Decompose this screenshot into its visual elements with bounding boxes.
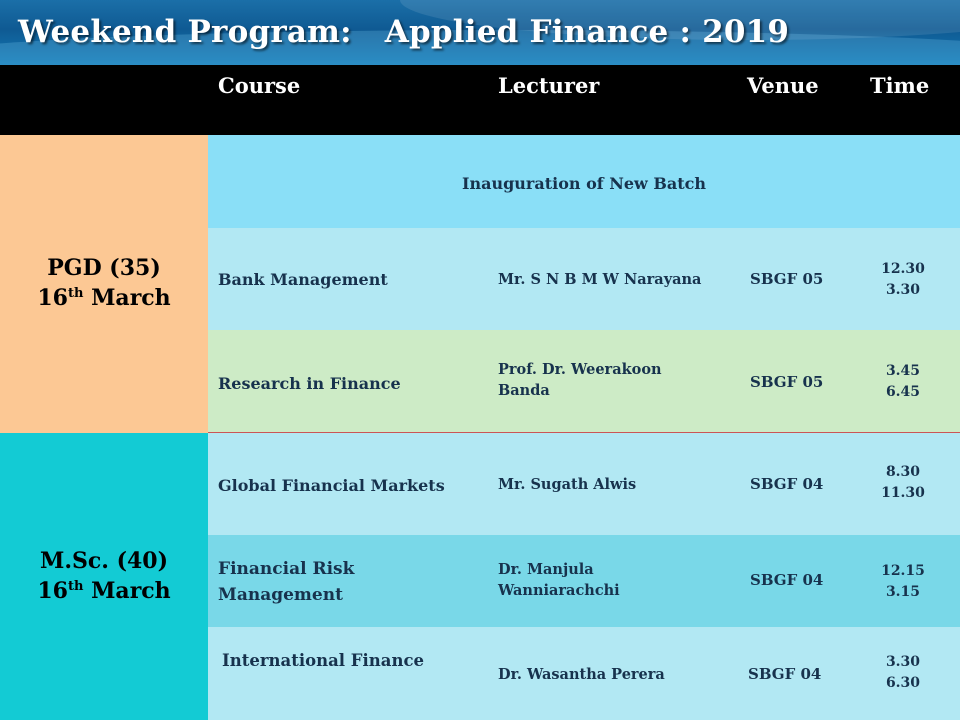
lecturer-name: Dr. Wasantha Perera [498,666,665,683]
header-venue: Venue [747,73,819,98]
time-start: 3.45 [885,363,921,379]
venue: SBGF 05 [750,373,824,391]
time-start: 12.15 [881,563,925,579]
group-pgd-cell [0,135,208,433]
group-msc-cell [0,433,208,720]
course-name: International Finance [222,651,425,670]
table-row [208,330,960,433]
time-end: 6.45 [885,384,921,400]
time [873,259,933,301]
table-row [208,433,960,535]
title-bar [0,0,960,65]
time-end: 3.15 [885,584,921,600]
inauguration-text: Inauguration of New Batch [461,174,706,193]
page-title: Weekend Program: Applied Finance : 2019 [18,14,790,50]
venue: SBGF 04 [750,571,824,589]
group-date: 16th March [37,577,171,604]
table-row [208,627,960,720]
time-end: 11.30 [881,485,925,501]
group-name: PGD (35) [47,255,161,282]
time-start: 12.30 [881,261,925,277]
table-row [208,228,960,330]
lecturer-name: Dr. Manjula Wanniarachchi [498,561,620,600]
table-row [208,135,960,228]
time-start: 8.30 [885,464,921,480]
lecturer-name: Mr. S N B M W Narayana [498,271,702,288]
header-time: Time [870,73,930,98]
header-lecturer: Lecturer [498,73,600,98]
venue: SBGF 04 [748,665,822,683]
time-end: 6.30 [885,675,921,691]
time [873,361,933,403]
table-row [208,535,960,627]
venue: SBGF 04 [750,475,824,493]
lecturer-name: Prof. Dr. Weerakoon Banda [498,361,662,400]
time [873,462,933,504]
course-name: Research in Finance [218,374,401,393]
venue: SBGF 05 [750,270,824,288]
table-header [0,65,960,135]
header-course: Course [218,73,301,98]
group-name: M.Sc. (40) [39,547,169,574]
time-start: 3.30 [885,654,921,670]
group-date: 16th March [37,285,171,311]
course-name: Bank Management [218,270,388,289]
course-name: Global Financial Markets [218,476,445,495]
course-name: Financial Risk Management [218,559,355,605]
time [873,652,933,694]
time-end: 3.30 [885,282,921,298]
time [873,561,933,603]
lecturer-name: Mr. Sugath Alwis [498,476,637,493]
